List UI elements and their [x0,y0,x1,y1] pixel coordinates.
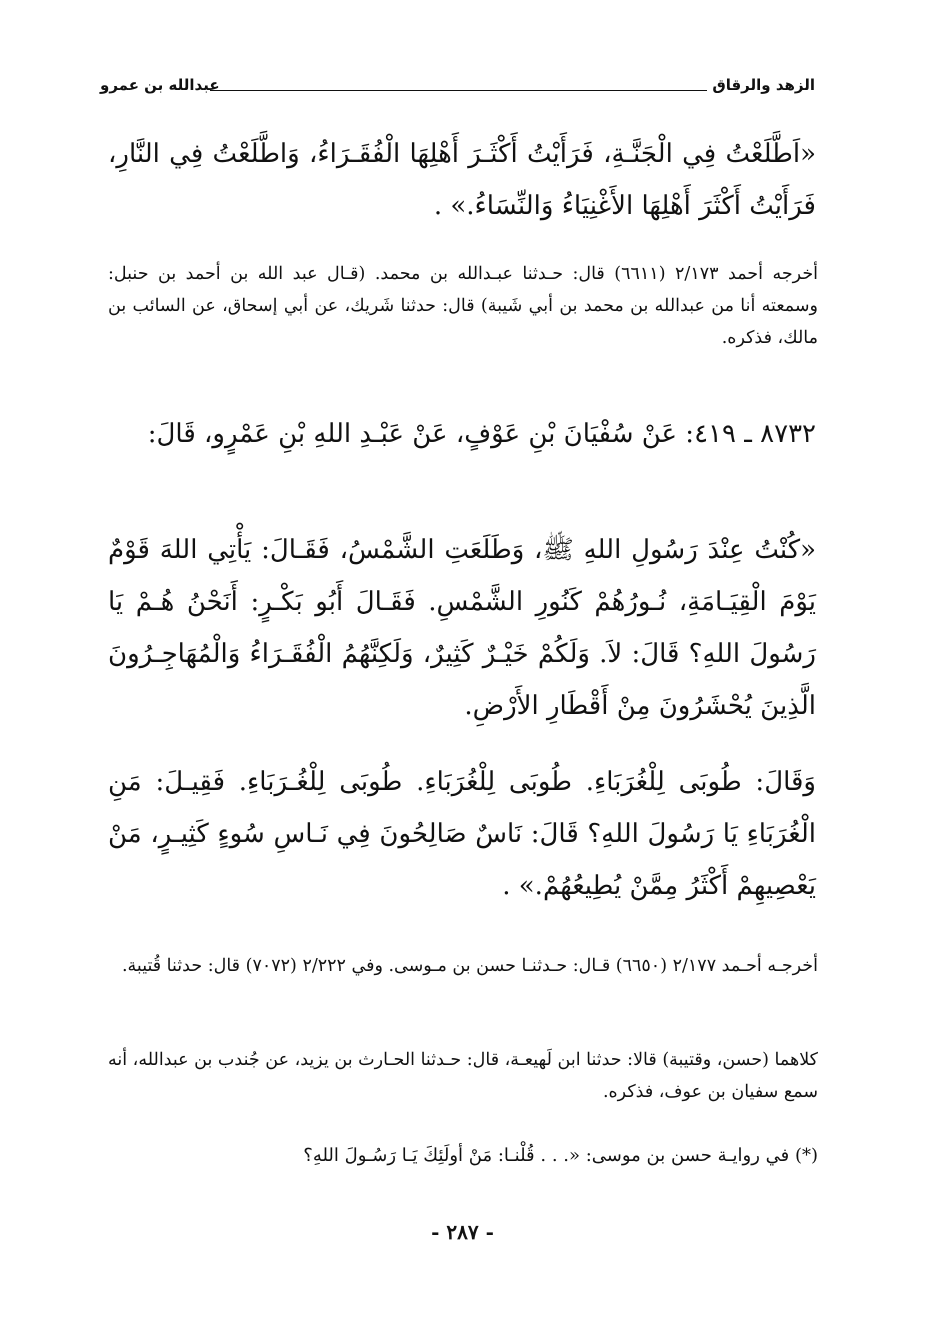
takhrij-note: أخرجـه أحـمد ٢/١٧٧ (٦٦٥٠) قـال: حـدثنـا حسن بن مـوسى. وفي ٢/٢٢٢ (٧٠٧٢) قال: حدثنا قُتيبة. [121,956,818,976]
footnote: (*) في روايـة حسن بن موسى: «. . . قُلْنـا: مَنْ أولَئِكَ يَـا رَسُـولَ اللهِ؟ [303,1145,818,1166]
running-header [100,76,815,106]
header-rule [210,90,707,91]
header-chapter: عبدالله بن عمرو [100,76,220,94]
takhrij-note: أخرجه أحمد ٢/١٧٣ (٦٦١١) قال: حـدثنا عبـدالله بن محمد. (قـال عبد الله بن أحمد بن حنبل: وسمعته أنا من عبدالله بن محمد بن أبي شَيبة) قال: حدثنا شَريك، عن أبي إسحاق، عن السائب بن مالك، فذكره. [108,264,818,348]
hadith-isnad-heading: ٨٧٣٢ ـ ٤١٩: عَنْ سُفْيَانَ بْنِ عَوْفٍ، عَنْ عَبْـدِ اللهِ بْنِ عَمْرٍو، قَالَ: [147,419,816,449]
hadith-text-paragraph: وَقَالَ: طُوبَى لِلْغُرَبَاءِ. طُوبَى لِلْغُرَبَاءِ. طُوبَى لِلْغُـرَبَاءِ. فَقِيـلَ: مَنِ الْغُرَبَاءِ يَا رَسُولَ اللهِ؟ قَالَ: نَاسٌ صَالِحُونَ فِي نَـاسِ سُوءٍ كَثِيـرٍ، مَنْ يَعْصِيهِمْ أَكْثَرُ مِمَّنْ يُطِيعُهُمْ.» . [108,767,816,901]
takhrij-note: كلاهما (حسن، وقتيبة) قالا: حدثنا ابن لَهيعـة، قال: حـدثنا الحـارث بن يزيد، عن جُندب بن عبدالله، أنه سمع سفيان بن عوف، فذكره. [108,1050,818,1102]
hadith-text-paragraph: «اَطَّلَعْتُ فِي الْجَنَّـةِ، فَرَأَيْتُ أَكْثَـرَ أَهْلِهَا الْفُقَـرَاءُ، وَاطَّلَعْتُ فِي النَّارِ، فَرَأَيْتُ أَكْثَرَ أَهْلِهَا الأَغْنِيَاءُ وَالنِّسَاءُ.» . [108,139,816,221]
hadith-text-paragraph: «كُنْتُ عِنْدَ رَسُولِ اللهِ ﷺ، وَطَلَعَتِ الشَّمْسُ، فَقَـالَ: يَأْتِي اللهَ قَوْمٌ يَوْمَ الْقِيَـامَةِ، نُـورُهُمْ كَنُورِ الشَّمْسِ. فَقَـالَ أَبُو بَكْـرٍ: أَنَحْنُ هُـمْ يَا رَسُولَ اللهِ؟ قَالَ: لاَ. وَلَكُمْ خَيْـرٌ كَثِيرٌ، وَلَكِنَّهُمُ الْفُقَـرَاءُ وَالْمُهَاجِـرُونَ الَّذِينَ يُحْشَرُونَ مِنْ أَقْطَارِ الأَرْضِ. [108,535,816,721]
page-number: - ٢٨٧ - [431,1220,494,1244]
header-book-title: الزهد والرقاق [712,76,815,94]
